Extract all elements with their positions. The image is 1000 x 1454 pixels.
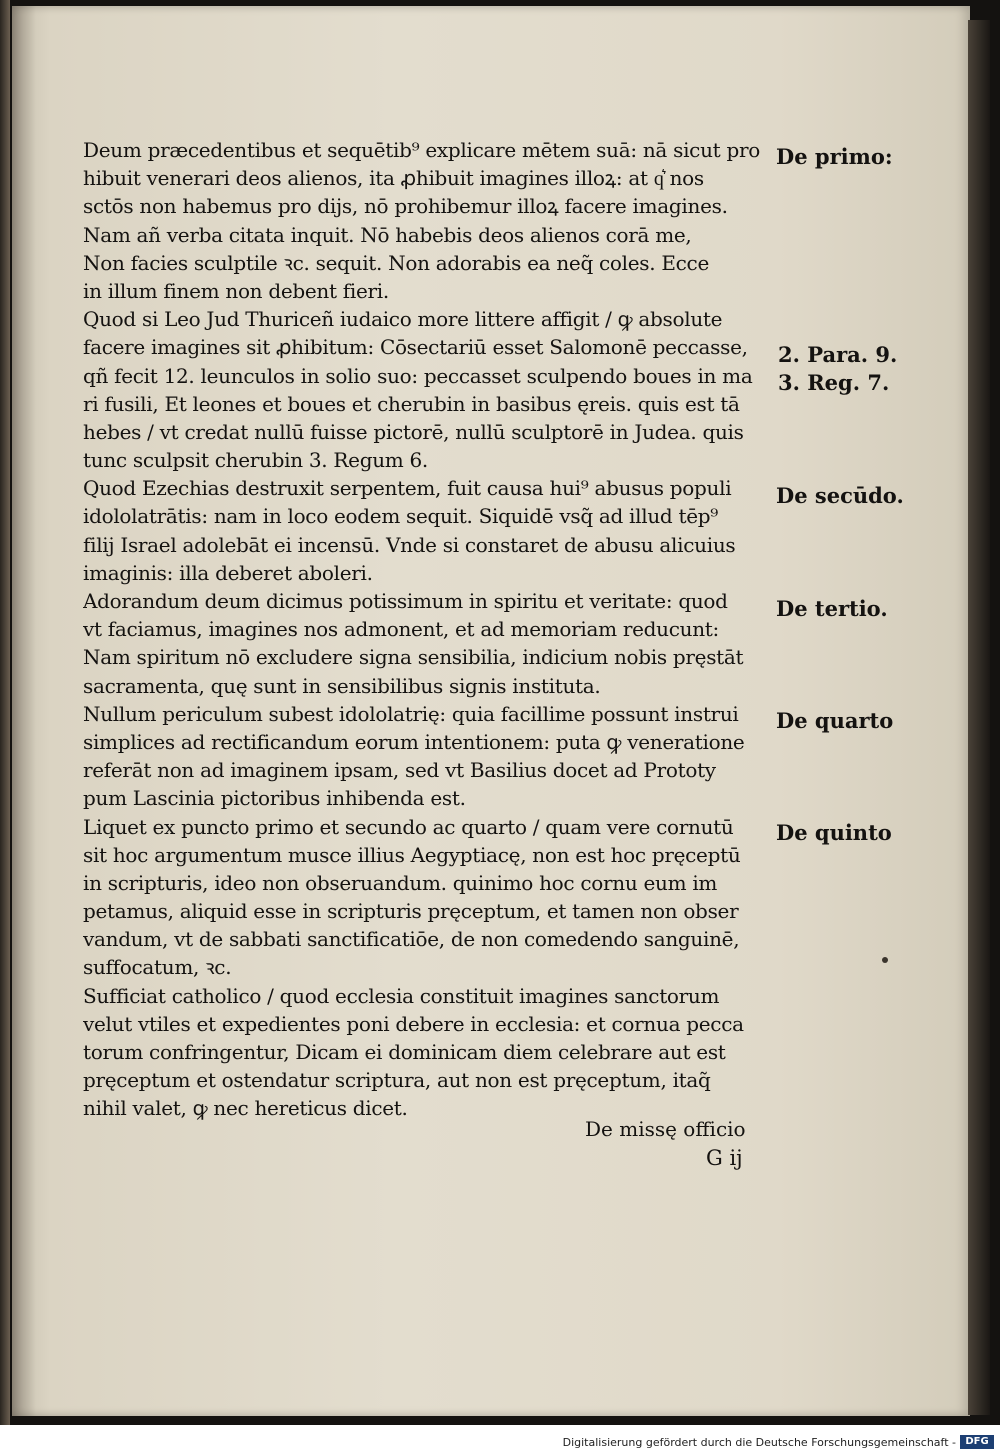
text-line: sctōs non habemus pro dijs, nō prohibemur illoꝝ facere imagines. [83, 194, 728, 219]
marginal-note-paralipomenon: 2. Para. 9. [778, 342, 898, 367]
dfg-logo: DFG [960, 1435, 994, 1449]
marginal-note-de-quinto: De quinto [776, 820, 892, 845]
main-text-block [83, 136, 773, 1123]
marginal-note-de-tertio: De tertio. [776, 596, 888, 621]
signature-mark: G ij [706, 1146, 743, 1170]
marginal-note-de-quarto: De quarto [776, 708, 894, 733]
text-line: Non facies sculptile ꝛc. sequit. Non adorabis ea neq̃ coles. Ecce [83, 250, 709, 275]
marginal-note-de-secundo: De secūdo. [776, 483, 904, 508]
text-line: simplices ad rectificandum eorum intentionem: puta ꝙ veneratione [83, 729, 745, 754]
text-line: Sufficiat catholico / quod ecclesia constituit imagines sanctorum [83, 983, 720, 1008]
catchword: De missę officio [585, 1117, 746, 1141]
text-line: sacramenta, quę sunt in sensibilibus signis instituta. [83, 673, 601, 698]
text-line: hebes / vt credat nullū fuisse pictorē, nullū sculptorē in Judea. quis [83, 419, 744, 444]
text-line: qñ fecit 12. leunculos in solio suo: peccasset sculpendo boues in ma [83, 363, 753, 388]
text-line: in scripturis, ideo non obseruandum. quinimo hoc cornu eum im [83, 870, 718, 895]
marginal-note-regum: 3. Reg. 7. [778, 370, 890, 395]
text-line: referāt non ad imaginem ipsam, sed vt Basilius docet ad Prototy [83, 758, 716, 783]
text-line: pręceptum et ostendatur scriptura, aut non est pręceptum, itaq̃ [83, 1068, 711, 1093]
text-line: filij Israel adolebāt ei incensū. Vnde si constaret de abusu alicuius [83, 532, 736, 557]
book-left-edge [0, 0, 10, 1425]
text-line: Nam añ verba citata inquit. Nō habebis deos alienos corā me, [83, 222, 692, 247]
text-line: Quod si Leo Jud Thuriceñ iudaico more littere affigit / ꝙ absolute [83, 307, 723, 332]
text-line: imaginis: illa deberet aboleri. [83, 560, 373, 585]
text-line: petamus, aliquid esse in scripturis pręceptum, et tamen non obser [83, 899, 739, 924]
text-line: hibuit venerari deos alienos, ita ꝓhibuit imagines illoꝝ: at q͛ nos [83, 166, 704, 191]
text-line: suffocatum, ꝛc. [83, 955, 232, 980]
text-line: Liquet ex puncto primo et secundo ac quarto / quam vere cornutū [83, 814, 734, 839]
funding-credit: Digitalisierung gefördert durch die Deutsche Forschungsgemeinschaft - [562, 1436, 956, 1449]
text-line: torum confringentur, Dicam ei dominicam diem celebrare aut est [83, 1040, 726, 1064]
book-right-edge [968, 20, 990, 1415]
text-line: in illum finem non debent fieri. [83, 278, 389, 303]
paper-speck [882, 957, 888, 963]
text-line: Adorandum deum dicimus potissimum in spiritu et veritate: quod [83, 589, 728, 613]
text-line: Nam spiritum nō excludere signa sensibilia, indicium nobis pręstāt [83, 645, 744, 670]
text-line: facere imagines sit ꝓhibitum: Cōsectariū esset Salomonē peccasse, [83, 335, 748, 360]
text-line: tunc sculpsit cherubin 3. Regum 6. [83, 448, 428, 473]
text-line: Deum præcedentibus et sequētib⁹ explicare mētem suā: nā sicut pro [83, 138, 760, 162]
marginal-note-de-primo: De primo: [776, 144, 893, 169]
text-line: nihil valet, ꝙ nec hereticus dicet. [83, 1096, 408, 1121]
text-line: velut vtiles et expedientes poni debere in ecclesia: et cornua pecca [83, 1011, 744, 1036]
text-line: idololatrātis: nam in loco eodem sequit. Siquidē vsq̃ ad illud tēp⁹ [83, 504, 718, 529]
spine-shadow [12, 6, 36, 1416]
text-line: pum Lascinia pictoribus inhibenda est. [83, 786, 466, 811]
text-line: ri fusili, Et leones et boues et cherubin in basibus ęreis. quis est tā [83, 391, 740, 416]
text-line: vandum, vt de sabbati sanctificatiōe, de non comedendo sanguinē, [83, 927, 740, 952]
text-line: Quod Ezechias destruxit serpentem, fuit causa hui⁹ abusus populi [83, 476, 732, 501]
text-line: vt faciamus, imagines nos admonent, et ad memoriam reducunt: [83, 617, 719, 642]
text-line: Nullum periculum subest idololatrię: quia facillime possunt instrui [83, 701, 739, 726]
footer-bar [0, 1430, 1000, 1454]
text-line: sit hoc argumentum musce illius Aegyptiacę, non est hoc pręceptū [83, 842, 741, 867]
